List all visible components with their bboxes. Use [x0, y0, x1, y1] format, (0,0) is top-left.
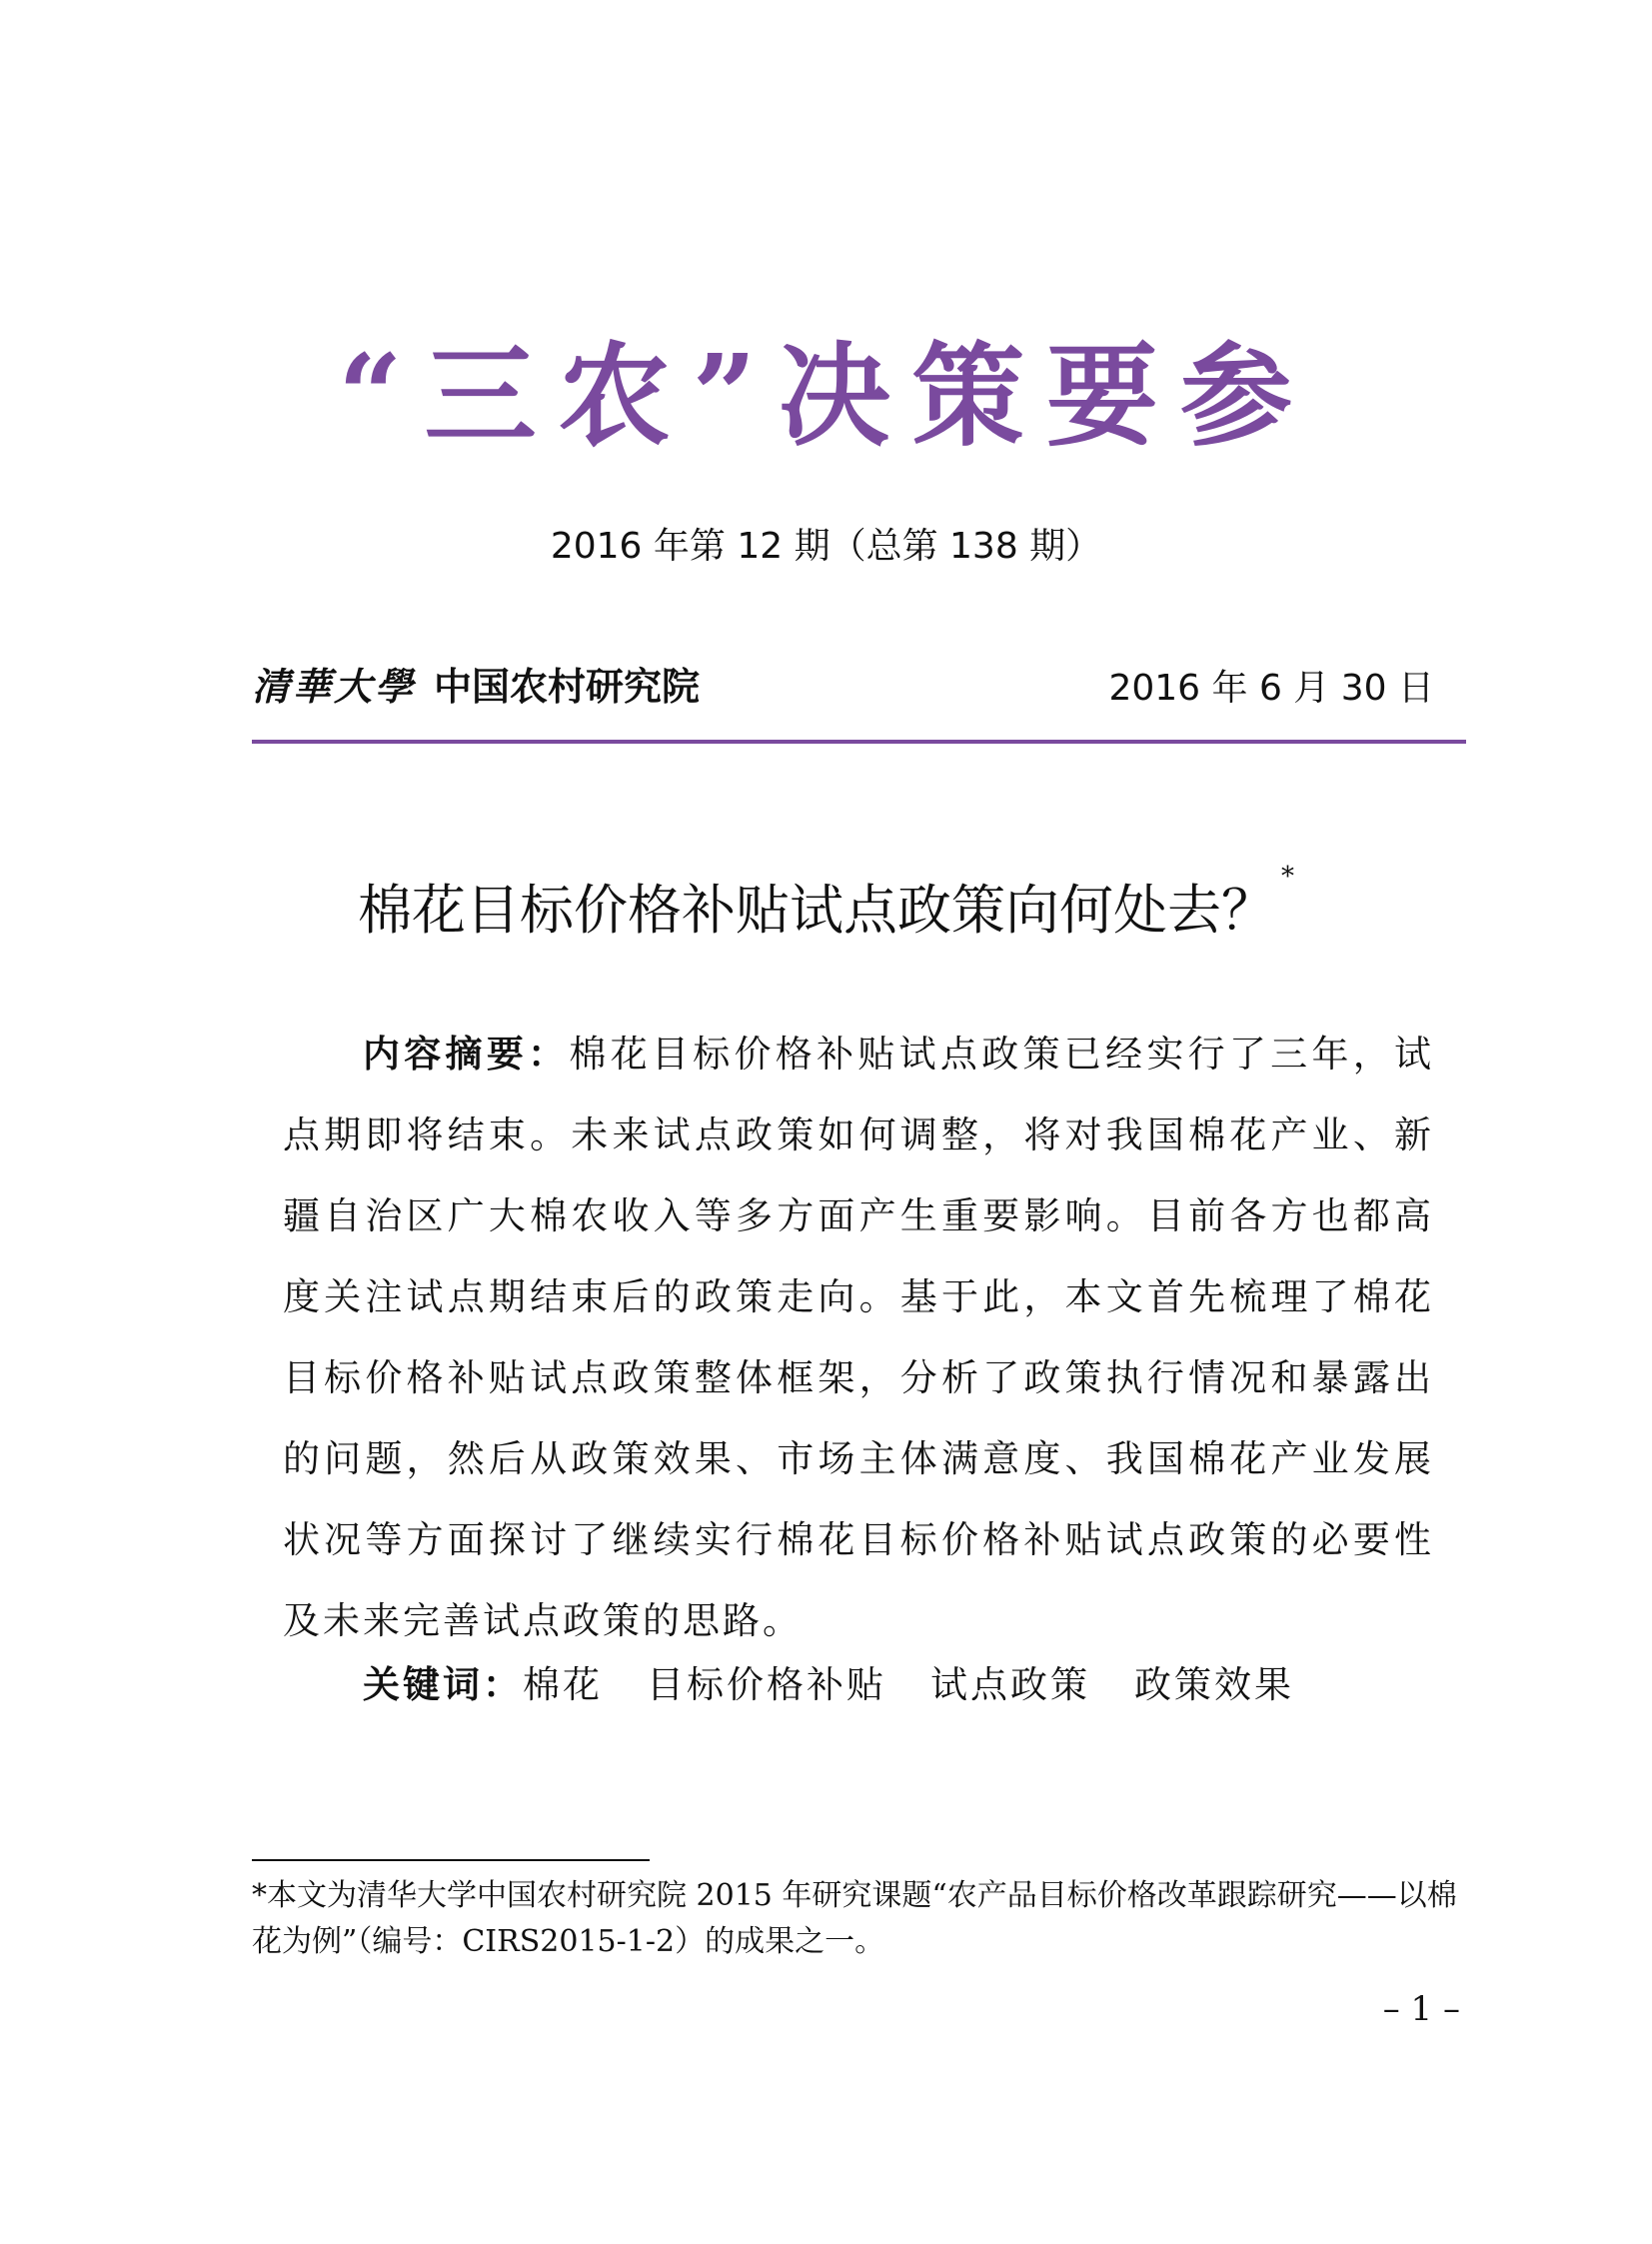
article-title-text: 棉花目标价格补贴试点政策向何处去？	[358, 879, 1275, 942]
publication-date: 2016 年 6 月 30 日	[1108, 668, 1434, 709]
issue-number: 2016 年第 12 期（总第 138 期）	[550, 526, 1102, 567]
keyword: 棉花	[523, 1663, 603, 1706]
keywords	[363, 1654, 1338, 1708]
keyword: 政策效果	[1134, 1663, 1294, 1706]
article-title	[0, 862, 1652, 945]
university-name: 清華大學	[252, 664, 417, 709]
footnote-divider	[252, 1859, 650, 1861]
abstract-text: 棉花目标价格补贴试点政策已经实行了三年，试点期即将结束。未来试点政策如何调整，将对我国棉花产业、新疆自治区广大棉农收入等多方面产生重要影响。目前各方也都高度关注试点期结束后的政策走向。基于此，本文首先梳理了棉花目标价格补贴试点政策整体框架，分析了政策执行情况和暴露出的问题，然后从政策效果、市场主体满意度、我国棉花产业发展状况等方面探讨了继续实行棉花目标价格补贴试点政策的必要性及未来完善试点政策的思路。	[283, 1033, 1435, 1642]
page-number: – 1 –	[1382, 1989, 1460, 2029]
institute-name: 中国农村研究院	[434, 665, 701, 709]
abstract	[283, 1014, 1434, 1661]
header-divider	[252, 740, 1466, 744]
publisher	[252, 656, 700, 711]
keyword: 试点政策	[930, 1663, 1090, 1706]
masthead-title: “三农”决策要参	[338, 331, 1314, 462]
footnote: *本文为清华大学中国农村研究院 2015 年研究课题“农产品目标价格改革跟踪研究——以棉花为例”（编号：CIRS2015-1-2）的成果之一。	[252, 1878, 1457, 1959]
keywords-label: 关键词：	[363, 1663, 523, 1706]
keyword: 目标价格补贴	[647, 1663, 886, 1706]
footnote-marker: *	[1281, 862, 1294, 892]
abstract-label: 内容摘要：	[363, 1033, 570, 1076]
